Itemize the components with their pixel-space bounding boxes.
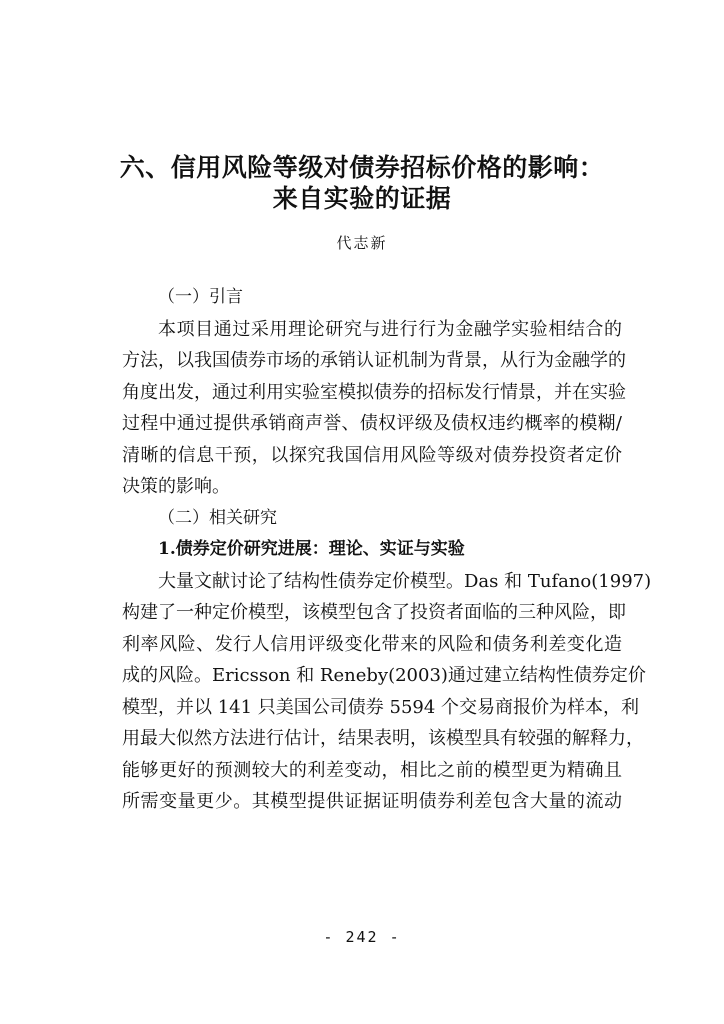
- author-name: 代志新: [336, 234, 388, 252]
- paragraph-line: 成的风险。Ericsson 和 Reneby(2003)通过建立结构性债券定价: [122, 665, 646, 686]
- paragraph-line: 所需变量更少。其模型提供证据证明债券利差包含大量的流动: [122, 791, 622, 812]
- paragraph-line: 用最大似然方法进行估计，结果表明，该模型具有较强的解释力，: [122, 728, 644, 749]
- paragraph-line: 构建了一种定价模型，该模型包含了投资者面临的三种风险，即: [122, 602, 626, 623]
- paragraph-line: 清晰的信息干预，以探究我国信用风险等级对债券投资者定价: [122, 444, 622, 466]
- paragraph-line: 决策的影响。: [122, 476, 230, 497]
- paragraph-line: 能够更好的预测较大的利差变动，相比之前的模型更为精确且: [122, 759, 622, 781]
- paragraph-line: 利率风险、发行人信用评级变化带来的风险和债务利差变化造: [122, 633, 622, 655]
- chapter-title-line-1: 六、信用风险等级对债券招标价格的影响：: [119, 153, 605, 182]
- paragraph-line: 过程中通过提供承销商声誉、债权评级及债权违约概率的模糊/: [122, 413, 622, 434]
- paragraph-line: 角度出发，通过利用实验室模拟债券的招标发行情景，并在实验: [122, 381, 626, 403]
- paragraph-line: 模型，并以 141 只美国公司债券 5594 个交易商报价为样本，利: [122, 696, 640, 718]
- section-heading-introduction: （一）引言: [158, 287, 243, 307]
- subsection-heading: 1.债券定价研究进展：理论、实证与实验: [158, 539, 465, 559]
- page-number: - 242 -: [323, 928, 401, 946]
- chapter-title-line-2: 来自实验的证据: [272, 184, 452, 213]
- paragraph-line: 方法，以我国债券市场的承销认证机制为背景，从行为金融学的: [122, 350, 626, 371]
- body-text: [122, 282, 652, 818]
- paragraph-line: 本项目通过采用理论研究与进行行为金融学实验相结合的: [158, 318, 622, 340]
- paragraph-line: 大量文献讨论了结构性债券定价模型。Das 和 Tufano(1997): [158, 570, 652, 592]
- section-heading-related-research: （二）相关研究: [158, 507, 277, 528]
